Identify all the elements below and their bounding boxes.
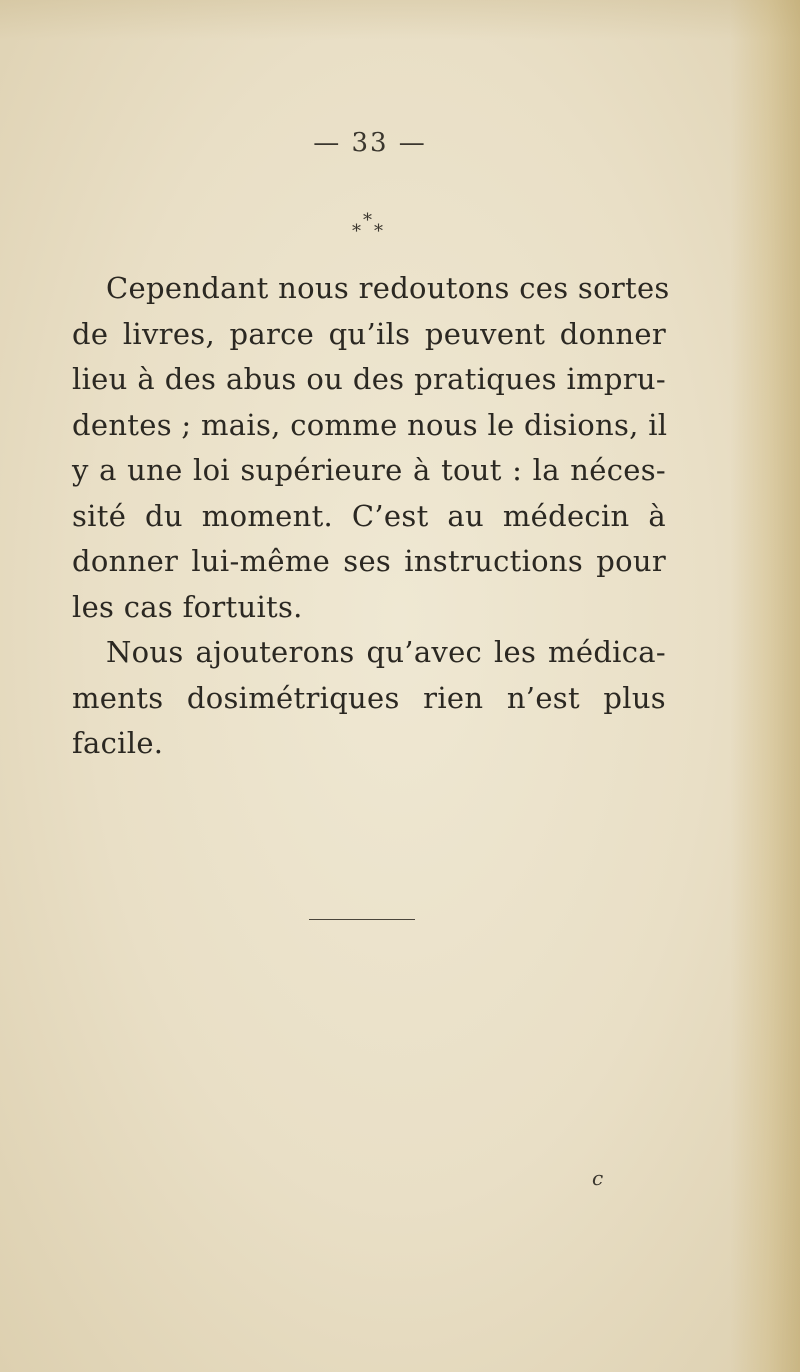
asterism-star-right: * bbox=[374, 221, 383, 242]
page-edge-aging bbox=[730, 0, 800, 1372]
asterism-star-top: * bbox=[363, 210, 372, 231]
section-end-rule bbox=[309, 919, 415, 920]
text-line: sité du moment. C’est au médecin à bbox=[72, 498, 666, 533]
text-line: ments dosimétriques rien n’est plus bbox=[72, 680, 666, 715]
text-line: y a une loi supérieure à tout : la néces- bbox=[72, 453, 666, 487]
text-line: lieu à des abus ou des pratiques impru- bbox=[72, 362, 666, 396]
text-line: Nous ajouterons qu’avec les médica- bbox=[106, 635, 666, 669]
paragraph-2 bbox=[72, 630, 666, 767]
text-line: Cependant nous redoutons ces sortes bbox=[106, 271, 670, 305]
text-line: donner lui-même ses instructions pour bbox=[72, 544, 666, 578]
asterism-star-left: * bbox=[352, 221, 361, 242]
text-line: facile. bbox=[72, 726, 164, 760]
asterism-ornament bbox=[340, 210, 400, 250]
paragraph-1 bbox=[72, 266, 670, 630]
page-number: — 33 — bbox=[313, 128, 427, 158]
text-line: dentes ; mais, comme nous le disions, il bbox=[72, 407, 668, 442]
body-text bbox=[72, 266, 670, 767]
text-line: les cas fortuits. bbox=[72, 589, 303, 624]
page-top-aging bbox=[0, 0, 800, 40]
signature-mark: c bbox=[592, 1166, 604, 1190]
text-line: de livres, parce qu’ils peuvent donner bbox=[72, 316, 666, 351]
